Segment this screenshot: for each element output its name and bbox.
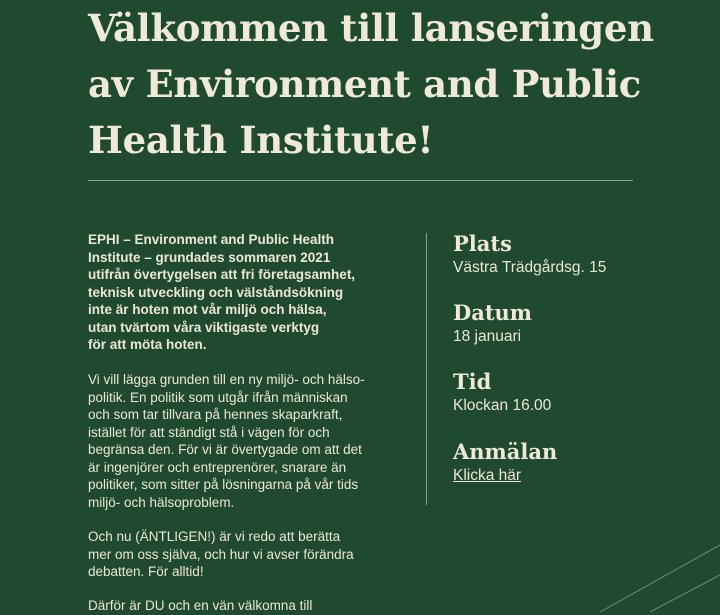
text-line: Därför är DU och en vän välkomna till [88, 598, 313, 613]
text-line: begränsa den. För vi är övertygade om att det [88, 442, 362, 457]
text-line: och som tar tillvara på hennes skaparkraft, [88, 407, 343, 422]
text-line: politiker, som sitter på lösningarna på vår tids [88, 477, 359, 492]
text-line: Vi vill lägga grunden till en ny miljö- och hälso- [88, 372, 365, 387]
text-line: mer om oss själva, och hur vi avser förändra [88, 546, 354, 562]
text-line: utifrån övertygelsen att fri företagsamhet, [88, 267, 356, 282]
time-value: Klockan 16.00 [453, 397, 552, 414]
text-line: inte är hoten mot vår miljö och hälsa, [88, 302, 327, 317]
text-line: utan tvärtom våra viktigaste verktyg [88, 319, 320, 335]
text-line: Och nu (ÄNTLIGEN!) är vi redo att berätta [88, 529, 341, 544]
time-heading: Tid [453, 369, 492, 394]
signup-link[interactable]: Klicka här [453, 467, 522, 484]
text-line: teknisk utveckling och välståndsökning [88, 284, 344, 300]
date-value: 18 januari [453, 328, 522, 345]
signup-heading: Anmälan [453, 439, 558, 464]
text-line: miljö- och hälsoproblem. [88, 494, 235, 510]
text-line: politik. En politik som utgår ifrån människan [88, 389, 348, 405]
text-line: är ingenjörer och entreprenörer, snarare än [88, 459, 347, 475]
decorative-line [650, 575, 720, 612]
place-value: Västra Trädgårdsg. 15 [453, 259, 607, 276]
title-line: Health Institute! [88, 118, 434, 162]
title-line: av Environment and Public [88, 62, 642, 106]
text-line: Institute – grundades sommaren 2021 [88, 249, 331, 265]
text-line: för att möta hoten. [88, 337, 207, 352]
text-line: EPHI – Environment and Public Health [88, 232, 335, 247]
text-line: debatten. För alltid! [88, 564, 204, 579]
place-heading: Plats [453, 231, 512, 256]
date-heading: Datum [453, 300, 533, 325]
decorative-line [600, 545, 720, 612]
title-line: Välkommen till lanseringen [88, 6, 654, 50]
text-line: istället för att ständigt stå i vägen för och [88, 424, 330, 440]
